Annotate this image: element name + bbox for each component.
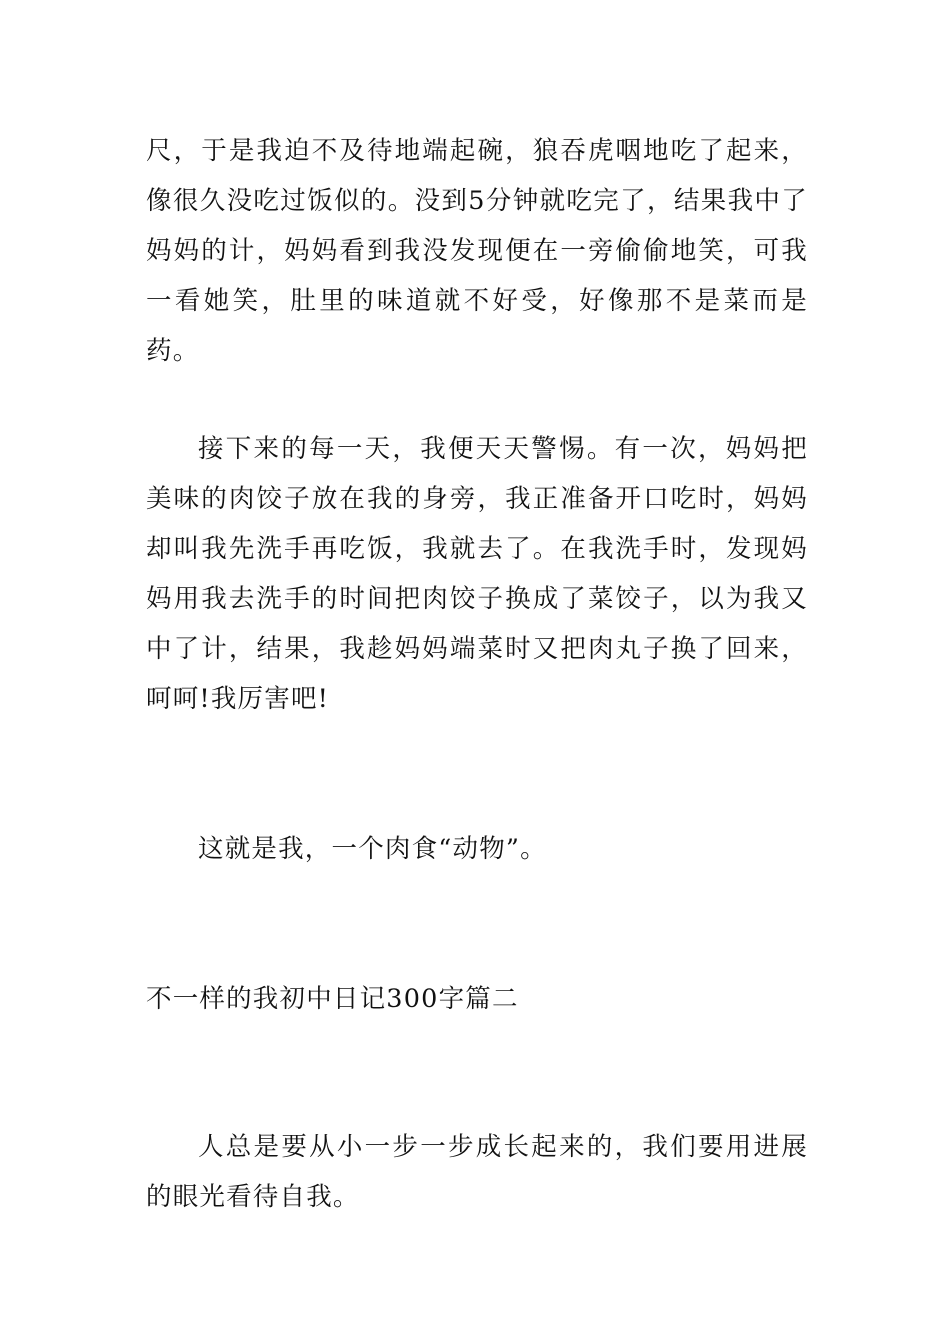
section-heading: 不一样的我初中日记300字篇二 [146, 984, 519, 1014]
paragraph-conclusion: 这就是我，一个肉食“动物”。 [198, 834, 547, 864]
paragraph-growth: 人总是要从小一步一步成长起来的，我们要用进展的眼光看待自我。 [146, 1132, 808, 1212]
paragraph-continuation: 尺，于是我迫不及待地端起碗，狼吞虎咽地吃了起来，像很久没吃过饭似的。没到5分钟就吃完了，结果我中了妈妈的计，妈妈看到我没发现便在一旁偷偷地笑，可我一看她笑，肚里的味道就不好受，好像那不是菜而是药。 [146, 136, 808, 366]
paragraph-dumplings: 接下来的每一天，我便天天警惕。有一次，妈妈把美味的肉饺子放在我的身旁，我正准备开口吃时，妈妈却叫我先洗手再吃饭，我就去了。在我洗手时，发现妈妈用我去洗手的时间把肉饺子换成了菜饺子，以为我又中了计，结果，我趁妈妈端菜时又把肉丸子换了回来，呵呵!我厉害吧! [146, 434, 808, 714]
